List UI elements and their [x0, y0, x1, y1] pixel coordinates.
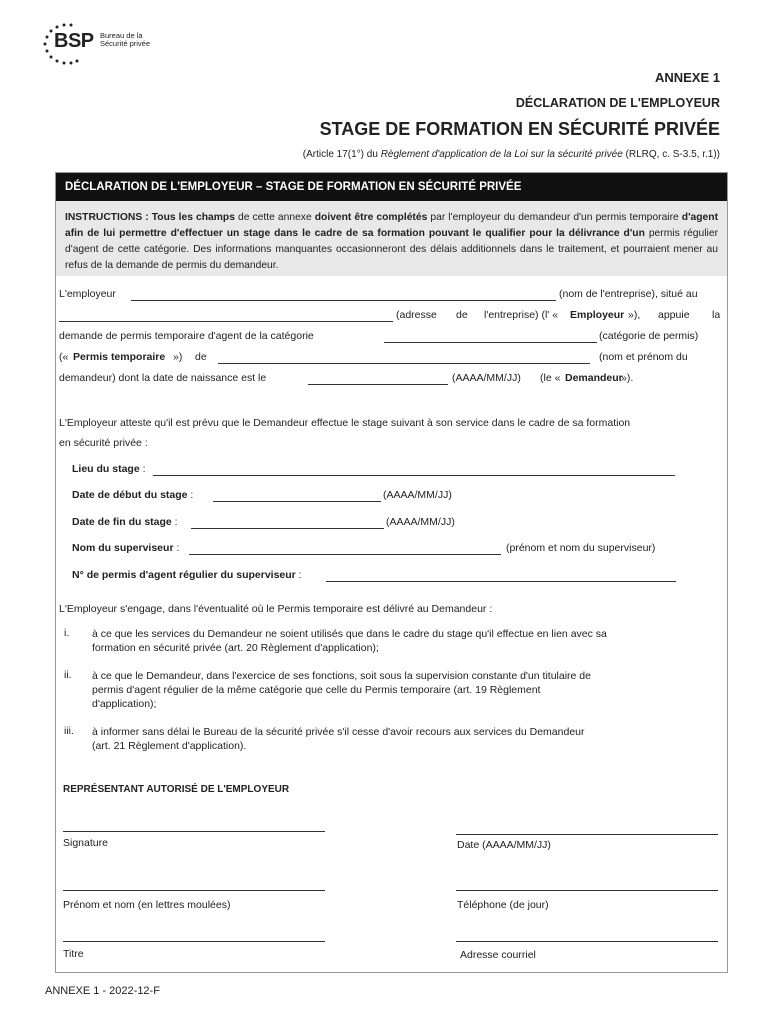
company-address-field[interactable] — [59, 321, 393, 322]
title-label: Titre — [63, 948, 84, 960]
item-number: ii. — [64, 669, 72, 681]
company-name-field[interactable] — [131, 300, 556, 301]
name-field[interactable] — [63, 890, 325, 891]
birthdate-format: (AAAA/MM/JJ) — [452, 372, 521, 384]
lieu-label: Lieu du stage : — [72, 463, 146, 475]
employeur-label: L'employeur — [59, 288, 116, 300]
signature-field[interactable] — [63, 831, 325, 832]
text-close: »), — [628, 309, 641, 321]
superviseur-hint: (prénom et nom du superviseur) — [506, 542, 656, 554]
superviseur-field[interactable] — [189, 554, 501, 555]
logo-abbr: BSP — [54, 30, 94, 52]
representative-title: REPRÉSENTANT AUTORISÉ DE L'EMPLOYEUR — [63, 784, 290, 795]
list-item: à ce que le Demandeur, dans l'exercice de ses fonctions, soit sous la supervision constante d'un titulaire de permis d'agent régulier de la même catégorie que celle du Permis temporaire (art. 19 Règlement d'application); — [92, 670, 591, 710]
fin-label: Date de fin du stage : — [72, 516, 178, 528]
title-field[interactable] — [63, 941, 325, 942]
phone-label: Téléphone (de jour) — [457, 899, 549, 911]
item-number: iii. — [64, 725, 74, 737]
text-appuie: appuie — [658, 309, 690, 321]
debut-format: (AAAA/MM/JJ) — [383, 489, 452, 501]
name-label: Prénom et nom (en lettres moulées) — [63, 899, 231, 911]
fin-field[interactable] — [191, 528, 384, 529]
permis-label: N° de permis d'agent régulier du superviseur : — [72, 569, 302, 581]
address-hint: (adresse — [396, 309, 437, 321]
birthdate-text: demandeur) dont la date de naissance est le — [59, 372, 267, 384]
date-label: Date (AAAA/MM/JJ) — [457, 839, 551, 851]
annexe-label: ANNEXE 1 — [654, 70, 720, 85]
demande-text: demande de permis temporaire d'agent de la catégorie — [59, 330, 314, 342]
text-de: de — [456, 309, 468, 321]
email-label: Adresse courriel — [460, 949, 536, 961]
citation: (Article 17(1°) du Règlement d'application de la Loi sur la sécurité privée (RLRQ, c. S-3.5, r.1)) — [302, 149, 720, 160]
text-open: (« — [59, 351, 69, 363]
text-le: (le « — [540, 372, 561, 384]
employeur-term: Employeur — [570, 309, 625, 321]
declaration-form — [55, 172, 728, 973]
signature-label: Signature — [63, 837, 108, 849]
engagement-text: L'Employeur s'engage, dans l'éventualité où le Permis temporaire est délivré au Demandeur : — [59, 603, 493, 615]
superviseur-label: Nom du superviseur : — [72, 542, 180, 554]
demandeur-term: Demandeur — [565, 372, 623, 384]
date-field[interactable] — [456, 834, 718, 835]
page-title: STAGE DE FORMATION EN SÉCURITÉ PRIVÉE — [319, 119, 720, 139]
footer: ANNEXE 1 - 2022-12-F — [45, 985, 160, 997]
fin-format: (AAAA/MM/JJ) — [386, 516, 455, 528]
lieu-field[interactable] — [153, 475, 675, 476]
permis-temporaire-term: Permis temporaire — [73, 351, 166, 363]
category-hint: (catégorie de permis) — [599, 330, 699, 342]
text-end: »). — [621, 372, 634, 384]
debut-label: Date de début du stage : — [72, 489, 194, 501]
category-field[interactable] — [384, 342, 597, 343]
permis-field[interactable] — [326, 581, 676, 582]
instructions: INSTRUCTIONS : Tous les champs de cette annexe doivent être complétés par l'employeur du demandeur d'un permis temporaire d'agent afin de lui permettre d'effectuer un stage dans le cadre de sa formation pouvant le qualifier pour la délivrance d'un permis régulier d'agent de cette catégorie. Des informations manquantes occasionneront des délais additionnels dans le traitement, et pourraient mener au refus de la demande de permis du demandeur. — [56, 201, 727, 276]
attest-line2: en sécurité privée : — [59, 437, 148, 449]
declaration-title: DÉCLARATION DE L'EMPLOYEUR — [515, 96, 720, 110]
bsp-logo — [42, 22, 152, 66]
text-la: la — [712, 309, 721, 321]
text-close2: ») — [173, 351, 183, 363]
applicant-name-hint: (nom et prénom du — [599, 351, 688, 363]
birthdate-field[interactable] — [308, 384, 448, 385]
company-name-hint: (nom de l'entreprise), situé au — [559, 288, 698, 300]
list-item: à informer sans délai le Bureau de la sécurité privée s'il cesse d'avoir recours aux services du Demandeur (art. 21 Règlement d'application). — [92, 726, 585, 752]
logo-name: Bureau de la Sécurité privée — [100, 31, 151, 48]
item-number: i. — [64, 627, 70, 639]
form-header: DÉCLARATION DE L'EMPLOYEUR – STAGE DE FORMATION EN SÉCURITÉ PRIVÉE — [56, 173, 727, 201]
applicant-name-field[interactable] — [218, 363, 590, 364]
list-item: à ce que les services du Demandeur ne soient utilisés que dans le cadre du stage qu'il effectue en lien avec sa formation en sécurité privée (art. 20 Règlement d'application); — [92, 628, 607, 654]
phone-field[interactable] — [456, 890, 718, 891]
text-entreprise: l'entreprise) (l' « — [484, 309, 559, 321]
debut-field[interactable] — [213, 501, 381, 502]
email-field[interactable] — [456, 941, 718, 942]
text-de2: de — [195, 351, 207, 363]
attest-line1: L'Employeur atteste qu'il est prévu que le Demandeur effectue le stage suivant à son service dans le cadre de sa formation — [59, 417, 631, 429]
